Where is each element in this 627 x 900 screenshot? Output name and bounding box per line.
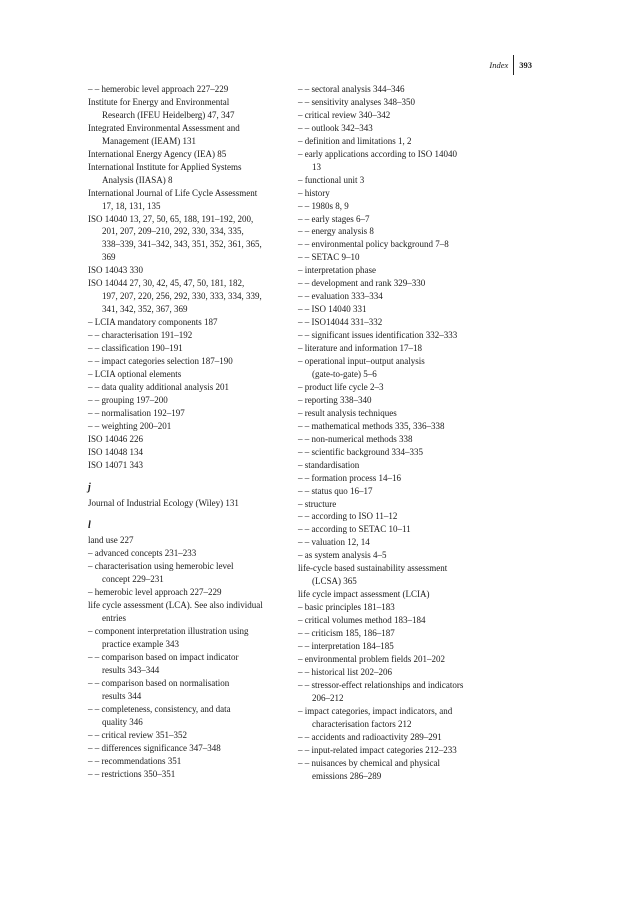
index-entry: ISO 14043 330 bbox=[88, 265, 144, 276]
index-entry: – – historical list 202–206 bbox=[298, 666, 392, 677]
index-entry: – – according to SETAC 10–11 bbox=[298, 524, 411, 535]
index-entry: – critical review 340–342 bbox=[298, 109, 391, 120]
index-entry: – – differences significance 347–348 bbox=[88, 742, 221, 753]
index-entry: life-cycle based sustainability assessment bbox=[298, 563, 448, 574]
index-entry: practice example 343 bbox=[102, 639, 179, 650]
index-letter-l: l bbox=[88, 519, 91, 531]
page-number: 393 bbox=[519, 60, 532, 70]
index-entry: – – ISO14044 331–332 bbox=[298, 317, 383, 328]
index-entry: – – mathematical methods 335, 336–338 bbox=[298, 420, 445, 431]
index-entry: life cycle impact assessment (LCIA) bbox=[298, 589, 430, 600]
index-entry: 369 bbox=[102, 252, 116, 263]
index-entry: ISO 14040 13, 27, 50, 65, 188, 191–192, 200, bbox=[88, 213, 254, 224]
index-entry: – – according to ISO 11–12 bbox=[298, 511, 398, 522]
index-entry: – history bbox=[298, 187, 330, 198]
index-entry: ISO 14044 27, 30, 42, 45, 47, 50, 181, 182, bbox=[88, 278, 245, 289]
section-label: Index bbox=[489, 60, 509, 70]
index-entry: – – valuation 12, 14 bbox=[298, 537, 370, 548]
index-entry: 206–212 bbox=[312, 692, 344, 703]
index-entry: – – interpretation 184–185 bbox=[298, 640, 394, 651]
index-entry: ISO 14048 134 bbox=[88, 446, 144, 457]
index-entry: Integrated Environmental Assessment and bbox=[88, 122, 240, 133]
index-entry: – – data quality additional analysis 201 bbox=[88, 381, 229, 392]
index-entry: – early applications according to ISO 14040 bbox=[298, 148, 457, 159]
index-entry: (LCSA) 365 bbox=[312, 576, 357, 587]
index-entry: Management (IEAM) 131 bbox=[102, 135, 196, 146]
index-entry: – – criticism 185, 186–187 bbox=[298, 628, 395, 639]
index-entry: – – development and rank 329–330 bbox=[298, 278, 426, 289]
index-entry: Journal of Industrial Ecology (Wiley) 131 bbox=[88, 497, 239, 508]
index-entry: ISO 14071 343 bbox=[88, 459, 144, 470]
index-group-l bbox=[88, 534, 294, 780]
index-entry: – environmental problem fields 201–202 bbox=[298, 653, 445, 664]
index-entry: – – accidents and radioactivity 289–291 bbox=[298, 731, 442, 742]
index-entry: – operational input–output analysis bbox=[298, 356, 425, 367]
index-entry: characterisation factors 212 bbox=[312, 718, 412, 729]
index-entry: – – classification 190–191 bbox=[88, 343, 183, 354]
index-entry: 338–339, 341–342, 343, 351, 352, 361, 365, bbox=[102, 239, 262, 250]
index-entry: – – ISO 14040 331 bbox=[298, 304, 367, 315]
index-entry: – – significant issues identification 332–333 bbox=[298, 330, 458, 341]
index-entry: (gate-to-gate) 5–6 bbox=[312, 368, 377, 379]
index-entry: – – weighting 200–201 bbox=[88, 420, 172, 431]
index-entry: – component interpretation illustration using bbox=[88, 626, 249, 637]
index-entry: – – normalisation 192–197 bbox=[88, 407, 185, 418]
index-entry: – definition and limitations 1, 2 bbox=[298, 135, 412, 146]
index-entry: – – 1980s 8, 9 bbox=[298, 200, 349, 211]
index-letter-j: j bbox=[88, 481, 91, 493]
index-entry: entries bbox=[102, 613, 126, 624]
index-entry: – functional unit 3 bbox=[298, 174, 365, 185]
index-entry: – interpretation phase bbox=[298, 265, 376, 276]
index-entry: quality 346 bbox=[102, 716, 143, 727]
index-entry: – – grouping 197–200 bbox=[88, 394, 168, 405]
index-entry: – – early stages 6–7 bbox=[298, 213, 370, 224]
index-entry: – – sensitivity analyses 348–350 bbox=[298, 96, 415, 107]
index-entry: – – characterisation 191–192 bbox=[88, 330, 193, 341]
index-entry: International Energy Agency (IEA) 85 bbox=[88, 148, 227, 159]
index-entry: – – scientific background 334–335 bbox=[298, 446, 423, 457]
index-entry: International Institute for Applied Systems bbox=[88, 161, 242, 172]
index-entry: – advanced concepts 231–233 bbox=[88, 548, 197, 559]
index-entry: – – non-numerical methods 338 bbox=[298, 433, 413, 444]
index-entry: 17, 18, 131, 135 bbox=[102, 200, 161, 211]
index-entry: – LCIA mandatory components 187 bbox=[88, 317, 218, 328]
index-entry: – – completeness, consistency, and data bbox=[88, 703, 231, 714]
index-entry: – – status quo 16–17 bbox=[298, 485, 373, 496]
index-entry: – – outlook 342–343 bbox=[298, 122, 373, 133]
index-entry: – – impact categories selection 187–190 bbox=[88, 356, 233, 367]
index-entry: – structure bbox=[298, 498, 337, 509]
index-group-i bbox=[88, 83, 294, 472]
index-entry: Research (IFEU Heidelberg) 47, 347 bbox=[102, 109, 235, 120]
index-entry: – basic principles 181–183 bbox=[298, 602, 395, 613]
index-entry: – reporting 338–340 bbox=[298, 394, 372, 405]
index-entry: – – evaluation 333–334 bbox=[298, 291, 383, 302]
index-entry: – result analysis techniques bbox=[298, 407, 397, 418]
index-entry: – critical volumes method 183–184 bbox=[298, 615, 426, 626]
index-entry: results 343–344 bbox=[102, 664, 160, 675]
index-entry: 201, 207, 209–210, 292, 330, 334, 335, bbox=[102, 226, 244, 237]
index-entry: ISO 14046 226 bbox=[88, 433, 144, 444]
index-entry: – hemerobic level approach 227–229 bbox=[88, 587, 222, 598]
index-entry: 197, 207, 220, 256, 292, 330, 333, 334, 339, bbox=[102, 291, 262, 302]
index-entry: – – SETAC 9–10 bbox=[298, 252, 360, 263]
index-entry: – – energy analysis 8 bbox=[298, 226, 374, 237]
index-entry: – standardisation bbox=[298, 459, 360, 470]
index-entry: – – sectoral analysis 344–346 bbox=[298, 84, 405, 94]
running-head bbox=[489, 55, 532, 75]
index-entry: – as system analysis 4–5 bbox=[298, 550, 387, 561]
index-entry: – characterisation using hemerobic level bbox=[88, 561, 234, 572]
index-entry: Analysis (IIASA) 8 bbox=[102, 174, 173, 185]
index-column-right bbox=[298, 83, 513, 782]
index-entry: – – environmental policy background 7–8 bbox=[298, 239, 449, 250]
index-entry: – – critical review 351–352 bbox=[88, 729, 187, 740]
index-entry: – – restrictions 350–351 bbox=[88, 768, 176, 779]
index-column-left bbox=[88, 83, 294, 781]
index-entry: – – formation process 14–16 bbox=[298, 472, 401, 483]
index-entry: land use 227 bbox=[88, 535, 134, 546]
index-entry: emissions 286–289 bbox=[312, 770, 382, 781]
index-entry: International Journal of Life Cycle Assessment bbox=[88, 187, 258, 198]
index-entry: concept 229–231 bbox=[102, 574, 164, 585]
index-entry: – – input-related impact categories 212–233 bbox=[298, 744, 457, 755]
index-entry: – – hemerobic level approach 227–229 bbox=[88, 84, 229, 94]
index-entry: – literature and information 17–18 bbox=[298, 343, 422, 354]
index-entry: 13 bbox=[312, 161, 321, 172]
index-entry: 341, 342, 352, 367, 369 bbox=[102, 304, 188, 315]
index-entry: – LCIA optional elements bbox=[88, 368, 182, 379]
index-entry: – – nuisances by chemical and physical bbox=[298, 757, 440, 768]
index-entry: – impact categories, impact indicators, and bbox=[298, 705, 453, 716]
index-entry: life cycle assessment (LCA). See also individual bbox=[88, 600, 263, 611]
index-entry: results 344 bbox=[102, 690, 142, 701]
index-entry: – – comparison based on impact indicator bbox=[88, 652, 239, 663]
index-group-j bbox=[88, 497, 294, 510]
index-entry: – – recommendations 351 bbox=[88, 755, 182, 766]
index-entry: – product life cycle 2–3 bbox=[298, 381, 384, 392]
index-entry: – – comparison based on normalisation bbox=[88, 677, 230, 688]
index-entry: Institute for Energy and Environmental bbox=[88, 96, 230, 107]
index-entry: – – stressor-effect relationships and indicators bbox=[298, 679, 464, 690]
index-group-l-continued bbox=[298, 83, 513, 782]
